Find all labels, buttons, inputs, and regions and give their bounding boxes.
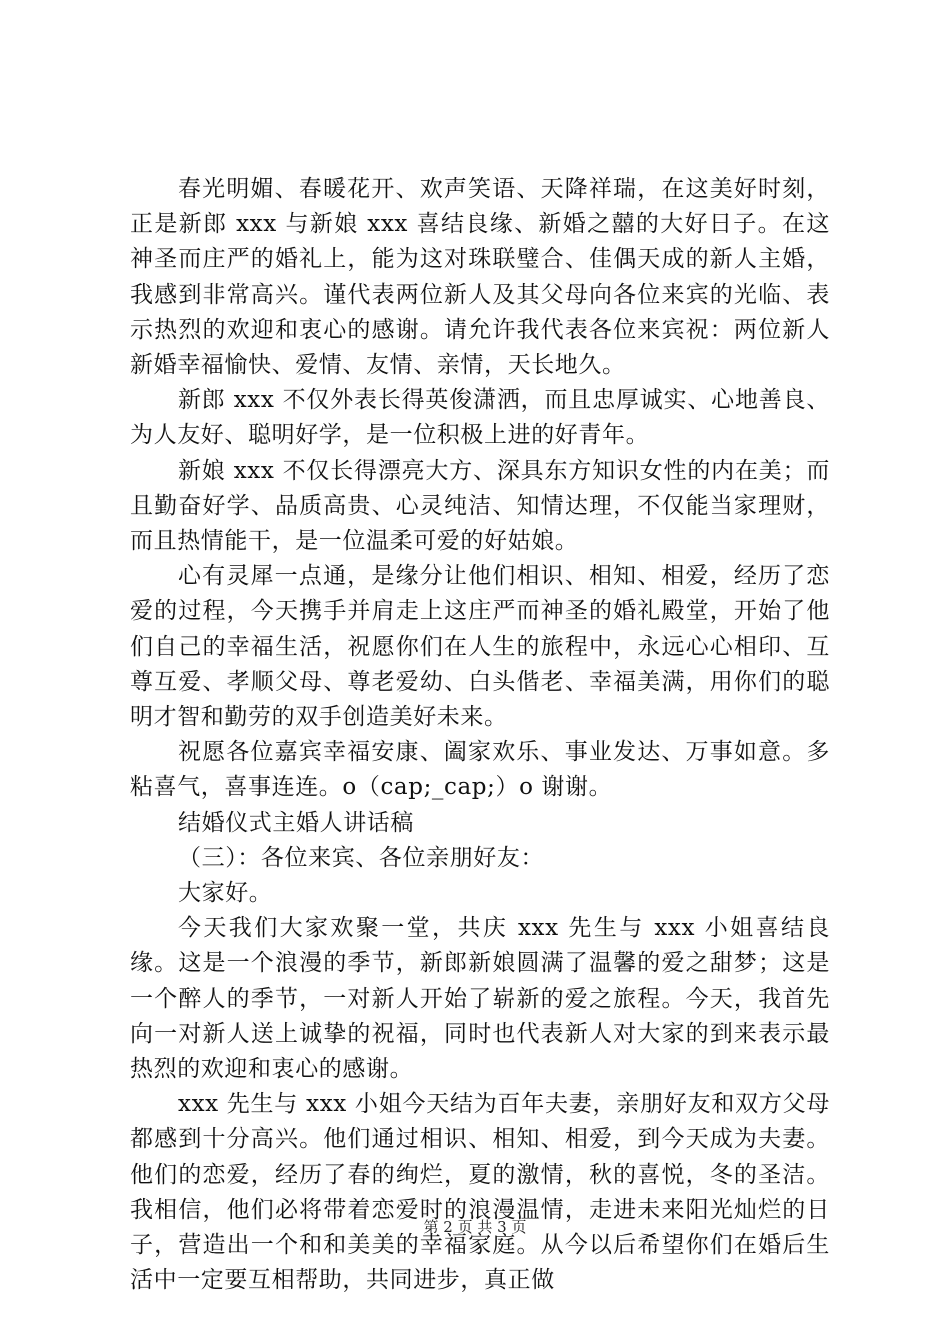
paragraph: 祝愿各位嘉宾幸福安康、阖家欢乐、事业发达、万事如意。多粘喜气，喜事连连。o（cap;_cap;）o 谢谢。 [130,739,830,801]
paragraph: 心有灵犀一点通，是缘分让他们相识、相知、相爱，经历了恋爱的过程，今天携手并肩走上这庄严而神圣的婚礼殿堂，开始了他们自己的幸福生活，祝愿你们在人生的旅程中，永远心心相印、互尊互爱、孝顺父母、尊老爱幼、白头偕老、幸福美满，用你们的聪明才智和勤劳的双手创造美好未来。 [130,563,830,731]
paragraph: 今天我们大家欢聚一堂，共庆 xxx 先生与 xxx 小姐喜结良缘。这是一个浪漫的季节，新郎新娘圆满了温馨的爱之甜梦；这是一个醉人的季节，一对新人开始了崭新的爱之旅程。今天，我首先向一对新人送上诚挚的祝福，同时也代表新人对大家的到来表示最热烈的欢迎和衷心的感谢。 [130,915,830,1083]
page-footer: 第 2 页 共 3 页 [423,1218,527,1236]
paragraph: 新娘 xxx 不仅长得漂亮大方、深具东方知识女性的内在美；而且勤奋好学、品质高贵、心灵纯洁、知情达理，不仅能当家理财，而且热情能干，是一位温柔可爱的好姑娘。 [130,457,830,555]
document-body [130,172,830,1299]
greeting: 大家好。 [178,880,273,907]
paragraph: 春光明媚、春暖花开、欢声笑语、天降祥瑞，在这美好时刻，正是新郎 xxx 与新娘 xxx 喜结良缘、新婚之囍的大好日子。在这神圣而庄严的婚礼上，能为这对珠联璧合、佳偶天成的新人主婚，我感到非常高兴。谨代表两位新人及其父母向各位来宾的光临、表示热烈的欢迎和衷心的感谢。请允许我代表各位来宾祝：两位新人新婚幸福愉快、爱情、友情、亲情，天长地久。 [130,176,830,379]
paragraph: 新郎 xxx 不仅外表长得英俊潇洒，而且忠厚诚实、心地善良、为人友好、聪明好学，是一位积极上进的好青年。 [130,387,830,449]
section-heading: 结婚仪式主婚人讲话稿 [178,809,414,836]
paragraph: xxx 先生与 xxx 小姐今天结为百年夫妻，亲朋好友和双方父母都感到十分高兴。他们通过相识、相知、相爱，到今天成为夫妻。他们的恋爱，经历了春的绚烂，夏的激情，秋的喜悦，冬的圣洁。我相信，他们必将带着恋爱时的浪漫温情，走进未来阳光灿烂的日子，营造出一个和和美美的幸福家庭。从今以后希望你们在婚后生活中一定要互相帮助，共同进步，真正做 [130,1091,830,1294]
salutation: （三）：各位来宾、各位亲朋好友： [178,844,545,871]
